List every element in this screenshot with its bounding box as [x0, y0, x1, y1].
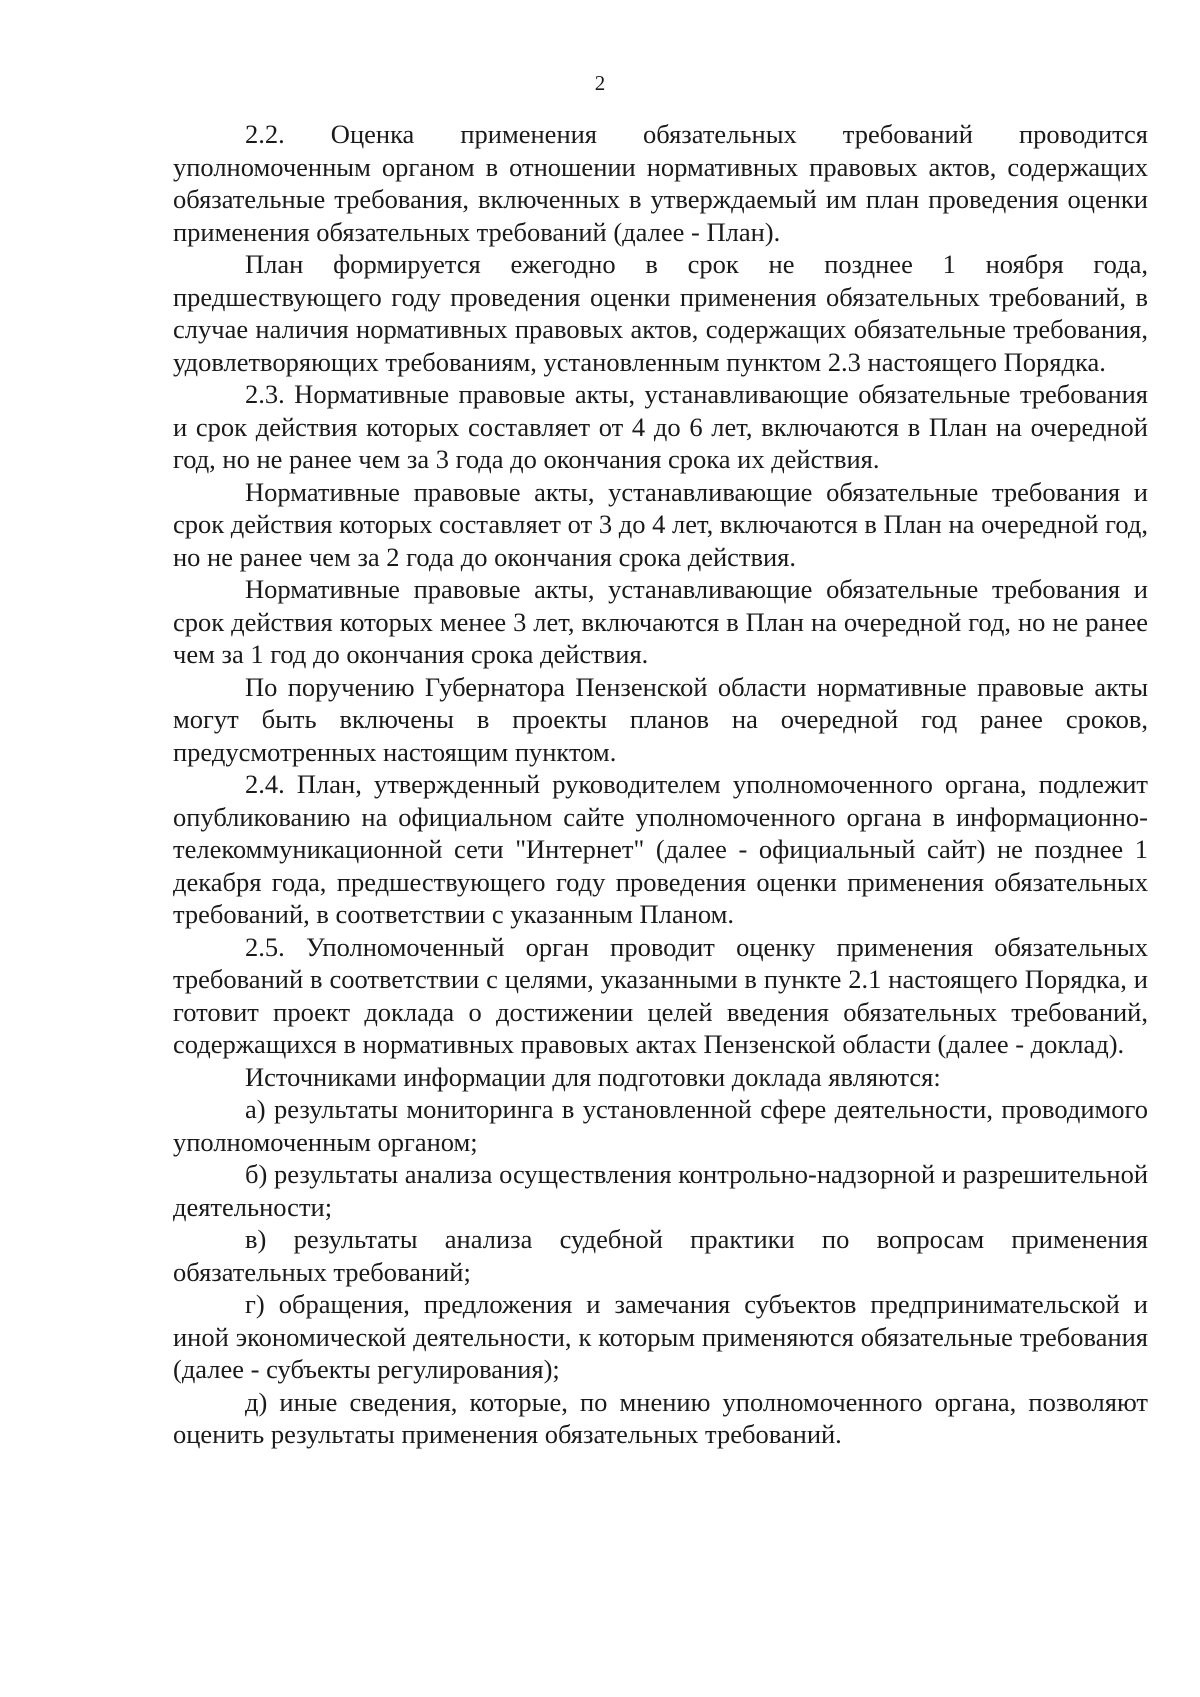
page-number: 2 — [594, 71, 606, 95]
paragraph-2-4: 2.4. План, утвержденный руководителем уполномоченного органа, подлежит опубликованию на официальном сайте уполномоченного органа в информационно-телекоммуникационной сети "Интернет" (далее - официальный сайт) не позднее 1 декабря года, предшествующего году проведения оценки применения обязательных требований, в соответствии с указанным Планом. — [173, 769, 1148, 929]
paragraph-2-2: 2.2. Оценка применения обязательных требований проводится уполномоченным органом в отношении нормативных правовых актов, содержащих обязательные требования, включенных в утверждаемый им план проведения оценки применения обязательных требований (далее - План). — [173, 119, 1148, 247]
paragraph-term-under-3: Нормативные правовые акты, устанавливающие обязательные требования и срок действия которых менее 3 лет, включаются в План на очередной год, но не ранее чем за 1 год до окончания срока действия. — [173, 574, 1148, 669]
list-item-a: а) результаты мониторинга в установленной сфере деятельности, проводимого уполномоченным органом; — [173, 1094, 1148, 1157]
paragraph-governor-order: По поручению Губернатора Пензенской области нормативные правовые акты могут быть включены в проекты планов на очередной год ранее сроков, предусмотренных настоящим пунктом. — [173, 671, 1148, 767]
list-item-b: б) результаты анализа осуществления контрольно-надзорной и разрешительной деятельности; — [173, 1159, 1148, 1222]
list-item-v: в) результаты анализа судебной практики по вопросам применения обязательных требований; — [173, 1224, 1148, 1287]
paragraph-term-3-4: Нормативные правовые акты, устанавливающие обязательные требования и срок действия которых составляет от 3 до 4 лет, включаются в План на очередной год, но не ранее чем за 2 года до окончания срока действия. — [173, 476, 1148, 572]
document-body — [173, 118, 1148, 1451]
list-item-g: г) обращения, предложения и замечания субъектов предпринимательской и иной экономической деятельности, к которым применяются обязательные требования (далее - субъекты регулирования); — [173, 1289, 1148, 1384]
paragraph-sources-intro: Источниками информации для подготовки доклада являются: — [245, 1061, 941, 1092]
paragraph-2-3: 2.3. Нормативные правовые акты, устанавливающие обязательные требования и срок действия которых составляет от 4 до 6 лет, включаются в План на очередной год, но не ранее чем за 3 года до окончания срока их действия. — [173, 379, 1148, 474]
paragraph-plan-formation: План формируется ежегодно в срок не позднее 1 ноября года, предшествующего году проведения оценки применения обязательных требований, в случае наличия нормативных правовых актов, содержащих обязательные требования, удовлетворяющих требованиям, установленным пунктом 2.3 настоящего Порядка. — [173, 249, 1148, 377]
list-item-d: д) иные сведения, которые, по мнению уполномоченного органа, позволяют оценить результаты применения обязательных требований. — [173, 1386, 1148, 1449]
paragraph-2-5: 2.5. Уполномоченный орган проводит оценку применения обязательных требований в соответствии с целями, указанными в пункте 2.1 настоящего Порядка, и готовит проект доклада о достижении целей введения обязательных требований, содержащихся в нормативных правовых актах Пензенской области (далее - доклад). — [173, 931, 1148, 1059]
